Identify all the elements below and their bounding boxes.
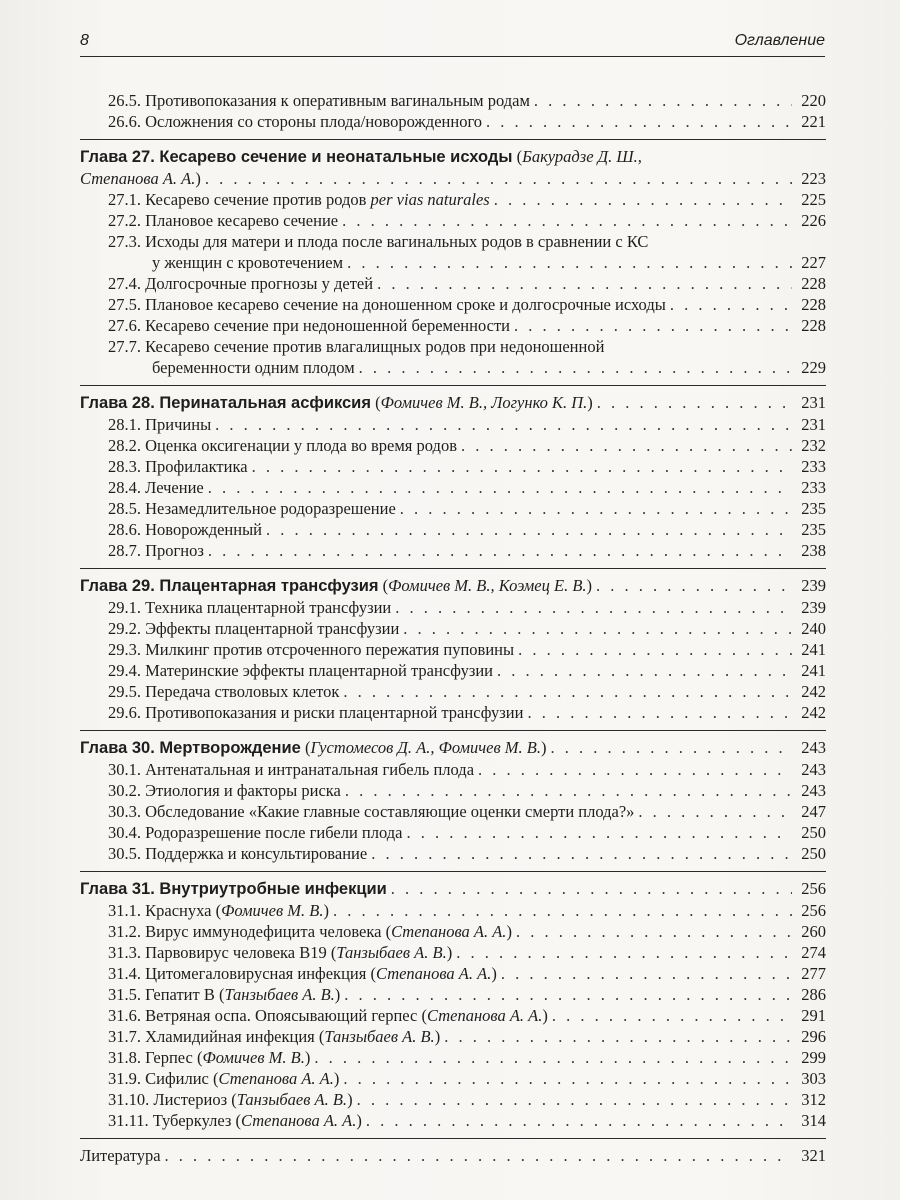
section-title: Кесарево сечение при недоношенной беременности [145, 316, 510, 335]
section-number: 30.3. [108, 802, 141, 821]
section-title: Листериоз [153, 1090, 228, 1109]
section-authors: Танзыбаев А. В. [336, 943, 447, 962]
section-number: 31.8. [108, 1048, 141, 1067]
dot-leader [343, 681, 792, 702]
page-ref: 232 [801, 436, 826, 455]
dot-leader [377, 273, 792, 294]
dot-leader [391, 878, 792, 899]
section-title: Исходы для матери и плода после вагинальных родов в сравнении с КС [145, 232, 649, 251]
chapter-authors: Густомесов Д. А., Фомичев М. В. [310, 738, 541, 757]
section-title: Родоразрешение после гибели плода [145, 823, 403, 842]
section-authors: Танзыбаев А. В. [324, 1027, 435, 1046]
section-number: 30.1. [108, 760, 141, 779]
toc-subsection[interactable] [80, 273, 826, 294]
dot-leader [395, 597, 792, 618]
page-ref: 303 [801, 1069, 826, 1088]
chapter-authors: Фомичев М. В., Логунко К. П. [380, 393, 588, 412]
dot-leader [357, 1089, 792, 1110]
toc-subsection[interactable]: 31.3. Парвовирус человека B19 (Танзыбаев А. В.) . . . 274 [80, 942, 826, 963]
chapter-authors: Бакурадзе Д. Ш., [522, 147, 642, 166]
section-number: 28.4. [108, 478, 141, 497]
section-number: 27.4. [108, 274, 141, 293]
toc-subsection[interactable] [80, 702, 826, 723]
section-number: 29.5. [108, 682, 141, 701]
dot-leader [366, 1110, 792, 1131]
toc-subsection[interactable]: 31.1. Краснуха (Фомичев М. В.) . . . 256 [80, 900, 826, 921]
section-number: 30.2. [108, 781, 141, 800]
toc-chapter[interactable]: Глава 29. Плацентарная трансфузия (Фомичев М. В., Коэмец Е. В.) . . . 239 [80, 575, 826, 597]
section-number: 29.4. [108, 661, 141, 680]
section-number: 28.6. [108, 520, 141, 539]
section-number: 31.10. [108, 1090, 150, 1109]
page-ref: 231 [801, 415, 826, 434]
chapter-title: Глава 28. Перинатальная асфиксия [80, 394, 371, 412]
section-authors: Степанова А. А. [427, 1006, 543, 1025]
toc-subsection[interactable] [80, 435, 826, 456]
chapter-divider [80, 568, 826, 569]
page-ref: 229 [801, 358, 826, 377]
section-title: Передача стволовых клеток [145, 682, 340, 701]
toc-subsection[interactable] [80, 231, 826, 273]
toc-subsection[interactable] [80, 294, 826, 315]
page-ref: 286 [801, 985, 826, 1004]
page-ref: 312 [801, 1090, 826, 1109]
section-title: Причины [145, 415, 212, 434]
chapter-title: Глава 30. Мертворождение [80, 739, 301, 757]
toc-chapter[interactable] [80, 146, 826, 189]
chapter-divider [80, 139, 826, 140]
dot-leader [597, 392, 792, 413]
section-number: 28.3. [108, 457, 141, 476]
page-ref: 242 [801, 703, 826, 722]
chapter-divider [80, 730, 826, 731]
dot-leader [596, 575, 792, 596]
toc-subsection[interactable] [80, 498, 826, 519]
page-ref: 228 [801, 274, 826, 293]
section-number: 31.3. [108, 943, 141, 962]
section-title: Краснуха [145, 901, 212, 920]
page-ref: 225 [801, 190, 826, 209]
page-ref: 250 [801, 844, 826, 863]
chapter-authors: Фомичев М. В., Коэмец Е. В. [388, 576, 587, 595]
section-title: Антенатальная и интранатальная гибель плода [145, 760, 475, 779]
page-ref: 299 [801, 1048, 826, 1067]
page-ref: 228 [801, 295, 826, 314]
dot-leader [501, 963, 792, 984]
chapter-divider [80, 871, 826, 872]
page-ref: 239 [801, 598, 826, 617]
section-title: Цитомегаловирусная инфекция [145, 964, 367, 983]
toc-chapter[interactable]: Глава 28. Перинатальная асфиксия (Фомичев М. В., Логунко К. П.) . . . 231 [80, 392, 826, 414]
toc-subsection[interactable] [80, 618, 826, 639]
toc-subsection[interactable]: 31.4. Цитомегаловирусная инфекция (Степанова А. А.) . . . 277 [80, 963, 826, 984]
toc-chapter[interactable] [80, 878, 826, 900]
dot-leader [371, 843, 792, 864]
section-number: 29.6. [108, 703, 141, 722]
section-title: Ветряная оспа. Опоясывающий герпес [145, 1006, 418, 1025]
page-ref: 243 [801, 760, 826, 779]
section-title: Профилактика [145, 457, 248, 476]
chapter-authors-cont: Степанова А. А. [80, 169, 196, 188]
dot-leader [400, 498, 792, 519]
page-ref: 220 [801, 91, 826, 110]
toc-subsection[interactable] [80, 822, 826, 843]
dot-leader [550, 737, 792, 758]
dot-leader [497, 660, 792, 681]
section-number: 29.2. [108, 619, 141, 638]
page-ref: 241 [801, 640, 826, 659]
dot-leader [486, 111, 792, 132]
chapter-divider [80, 1138, 826, 1139]
page-ref: 227 [801, 253, 826, 272]
page-ref: 256 [801, 901, 826, 920]
paren: ( [516, 147, 523, 166]
dot-leader [208, 540, 792, 561]
section-title: Плановое кесарево сечение [145, 211, 339, 230]
toc-subsection[interactable] [80, 336, 826, 378]
toc-subsection[interactable]: 31.7. Хламидийная инфекция (Танзыбаев А. В.) . . . 296 [80, 1026, 826, 1047]
section-number: 31.4. [108, 964, 141, 983]
section-title: Противопоказания к оперативным вагинальным родам [145, 91, 530, 110]
dot-leader [266, 519, 792, 540]
dot-leader [552, 1005, 792, 1026]
toc-subsection[interactable]: 31.8. Герпес (Фомичев М. В.) . . . 299 [80, 1047, 826, 1068]
running-header [80, 30, 825, 57]
page-ref: 226 [801, 211, 826, 230]
section-title: Плановое кесарево сечение на доношенном сроке и долгосрочные исходы [145, 295, 666, 314]
section-authors: Степанова А. А. [241, 1111, 357, 1130]
section-title-latin: per vias naturales [370, 190, 490, 209]
section-title: Туберкулез [152, 1111, 232, 1130]
toc-subsection[interactable] [80, 780, 826, 801]
dot-leader [670, 294, 792, 315]
dot-leader [165, 1145, 792, 1166]
page-ref: 241 [801, 661, 826, 680]
dot-leader [333, 900, 792, 921]
toc-subsection[interactable] [80, 477, 826, 498]
section-title: Оценка оксигенации у плода во время родов [145, 436, 457, 455]
page-ref: 239 [801, 576, 826, 595]
dot-leader [314, 1047, 792, 1068]
page-ref: 291 [801, 1006, 826, 1025]
page-ref: 243 [801, 738, 826, 757]
page-ref: 221 [801, 112, 826, 131]
toc-subsection[interactable] [80, 639, 826, 660]
toc-subsection[interactable]: 31.6. Ветряная оспа. Опоясывающий герпес (Степанова А. А.) . . . 291 [80, 1005, 826, 1026]
section-number: 26.6. [108, 112, 141, 131]
toc-subsection[interactable] [80, 597, 826, 618]
toc-subsection[interactable]: 31.11. Туберкулез (Степанова А. А.) . . . 314 [80, 1110, 826, 1131]
page-ref: 240 [801, 619, 826, 638]
section-number: 31.6. [108, 1006, 141, 1025]
toc-subsection[interactable] [80, 456, 826, 477]
section-title: Сифилис [145, 1069, 209, 1088]
section-authors: Танзыбаев А. В. [224, 985, 335, 1004]
toc-subsection[interactable] [80, 90, 826, 111]
section-number: 27.1. [108, 190, 141, 209]
page-number: 8 [80, 32, 89, 49]
dot-leader [456, 942, 792, 963]
dot-leader [406, 822, 792, 843]
toc-subsection[interactable]: 31.2. Вирус иммунодефицита человека (Степанова А. А.) . . . 260 [80, 921, 826, 942]
page-ref: 274 [801, 943, 826, 962]
dot-leader [518, 639, 792, 660]
section-number: 27.5. [108, 295, 141, 314]
toc-subsection[interactable] [80, 801, 826, 822]
section-title: Кесарево сечение против влагалищных родов при недоношенной [145, 337, 605, 356]
dot-leader [252, 456, 792, 477]
dot-leader [215, 414, 792, 435]
section-number: 31.5. [108, 985, 141, 1004]
section-number: 28.7. [108, 541, 141, 560]
section-title: Прогноз [145, 541, 204, 560]
section-title: Лечение [145, 478, 204, 497]
section-title: Этиология и факторы риска [145, 781, 341, 800]
section-number: 27.2. [108, 211, 141, 230]
page-ref: 233 [801, 478, 826, 497]
page-ref: 223 [801, 169, 826, 188]
page-ref: 260 [801, 922, 826, 941]
section-title: Новорожденный [145, 520, 263, 539]
dot-leader [403, 618, 792, 639]
section-number: 29.3. [108, 640, 141, 659]
section-number: 31.11. [108, 1111, 149, 1130]
page-ref: 277 [801, 964, 826, 983]
dot-leader [345, 780, 792, 801]
toc-subsection[interactable]: 31.9. Сифилис (Степанова А. А.) . . . 303 [80, 1068, 826, 1089]
toc-references[interactable] [80, 1145, 826, 1166]
section-number: 28.1. [108, 415, 141, 434]
section-title: Техника плацентарной трансфузии [145, 598, 392, 617]
chapter-title: Глава 31. Внутриутробные инфекции [80, 880, 387, 898]
section-number: 26.5. [108, 91, 141, 110]
toc-subsection[interactable] [80, 759, 826, 780]
chapter-divider [80, 385, 826, 386]
dot-leader [343, 1068, 792, 1089]
table-of-contents [80, 90, 826, 1166]
toc-subsection[interactable] [80, 111, 826, 132]
section-number: 29.1. [108, 598, 141, 617]
section-authors: Степанова А. А. [218, 1069, 334, 1088]
paren: ) [195, 169, 201, 188]
page-ref: 228 [801, 316, 826, 335]
references-title: Литература [80, 1146, 161, 1165]
toc-subsection[interactable] [80, 540, 826, 561]
section-title: Долгосрочные прогнозы у детей [145, 274, 374, 293]
section-title: Парвовирус человека B19 [145, 943, 327, 962]
section-number: 27.6. [108, 316, 141, 335]
section-title: Противопоказания и риски плацентарной трансфузии [145, 703, 524, 722]
dot-leader [494, 189, 792, 210]
section-title: Кесарево сечение против родов [145, 190, 371, 209]
section-title: Обследование «Какие главные составляющие оценки смерти плода?» [145, 802, 635, 821]
section-number: 28.5. [108, 499, 141, 518]
page-ref: 243 [801, 781, 826, 800]
section-title: Поддержка и консультирование [145, 844, 368, 863]
page-ref: 242 [801, 682, 826, 701]
section-title: Вирус иммунодефицита человека [145, 922, 382, 941]
toc-subsection[interactable] [80, 315, 826, 336]
dot-leader [344, 984, 792, 1005]
section-title-cont: у женщин с кровотечением [152, 253, 344, 272]
section-title: Эффекты плацентарной трансфузии [145, 619, 400, 638]
dot-leader [205, 168, 792, 189]
page-ref: 247 [801, 802, 826, 821]
page-ref: 314 [801, 1111, 826, 1130]
toc-subsection[interactable] [80, 681, 826, 702]
page-ref: 321 [801, 1146, 826, 1165]
page-ref: 238 [801, 541, 826, 560]
toc-subsection[interactable] [80, 189, 826, 210]
section-authors: Танзыбаев А. В. [236, 1090, 348, 1109]
toc-subsection[interactable] [80, 210, 826, 231]
dot-leader [514, 315, 792, 336]
section-title-cont: беременности одним плодом [152, 358, 355, 377]
page-ref: 235 [801, 499, 826, 518]
chapter-title: Глава 29. Плацентарная трансфузия [80, 577, 379, 595]
dot-leader [347, 252, 792, 273]
dot-leader [516, 921, 792, 942]
section-title: Материнские эффекты плацентарной трансфузии [145, 661, 494, 680]
dot-leader [461, 435, 792, 456]
page-ref: 296 [801, 1027, 826, 1046]
page-ref: 231 [801, 393, 826, 412]
toc-subsection[interactable] [80, 843, 826, 864]
section-number: 30.4. [108, 823, 141, 842]
toc-subsection[interactable] [80, 660, 826, 681]
chapter-title: Глава 27. Кесарево сечение и неонатальные исходы [80, 148, 513, 166]
page-ref: 233 [801, 457, 826, 476]
dot-leader [527, 702, 792, 723]
section-number: 27.3. [108, 232, 141, 251]
dot-leader [534, 90, 792, 111]
dot-leader [359, 357, 792, 378]
dot-leader [342, 210, 792, 231]
section-title: Незамедлительное родоразрешение [145, 499, 396, 518]
dot-leader [208, 477, 792, 498]
toc-chapter[interactable]: Глава 30. Мертворождение (Густомесов Д. А., Фомичев М. В.) . . . 243 [80, 737, 826, 759]
section-authors: Фомичев М. В. [221, 901, 324, 920]
section-number: 27.7. [108, 337, 141, 356]
section-number: 31.2. [108, 922, 141, 941]
page-ref: 250 [801, 823, 826, 842]
toc-subsection[interactable]: 31.10. Листериоз (Танзыбаев А. В.) . . . 312 [80, 1089, 826, 1110]
dot-leader [478, 759, 792, 780]
section-title: Герпес [145, 1048, 193, 1067]
section-title: Хламидийная инфекция [145, 1027, 315, 1046]
section-title: Гепатит B [145, 985, 215, 1004]
section-number: 31.9. [108, 1069, 141, 1088]
section-title: Милкинг против отсроченного пережатия пуповины [145, 640, 515, 659]
page-ref: 256 [801, 879, 826, 898]
toc-subsection[interactable] [80, 414, 826, 435]
section-number: 30.5. [108, 844, 141, 863]
toc-subsection[interactable]: 31.5. Гепатит B (Танзыбаев А. В.) . . . 286 [80, 984, 826, 1005]
section-authors: Степанова А. А. [391, 922, 507, 941]
dot-leader [444, 1026, 792, 1047]
section-number: 31.7. [108, 1027, 141, 1046]
running-title: Оглавление [734, 32, 825, 49]
section-number: 28.2. [108, 436, 141, 455]
dot-leader [638, 801, 792, 822]
section-authors: Фомичев М. В. [202, 1048, 305, 1067]
toc-subsection[interactable] [80, 519, 826, 540]
section-title: Осложнения со стороны плода/новорожденного [145, 112, 483, 131]
page-ref: 235 [801, 520, 826, 539]
section-authors: Степанова А. А. [375, 964, 492, 983]
section-number: 31.1. [108, 901, 141, 920]
